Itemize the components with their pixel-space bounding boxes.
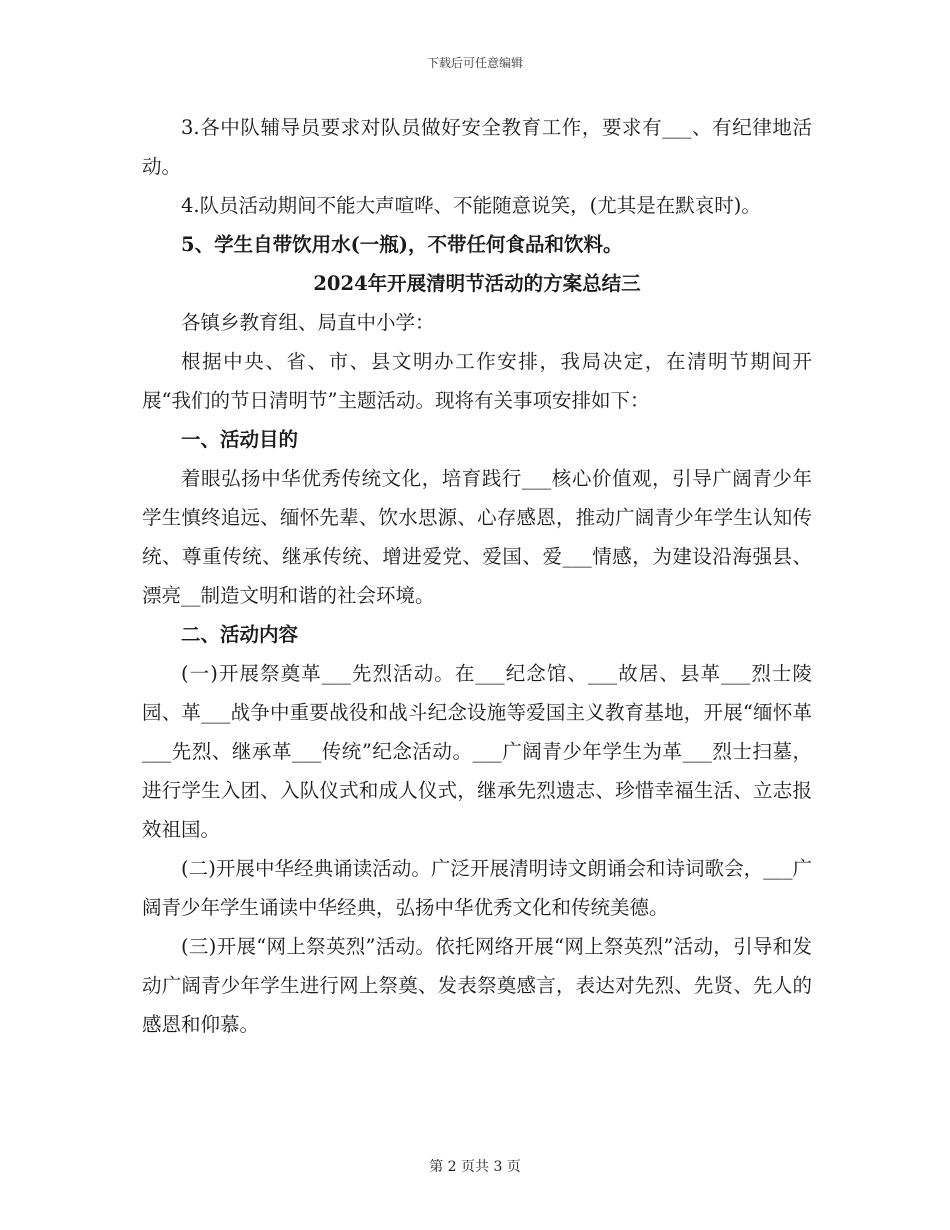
page-number: 第 2 页共 3 页 (429, 1159, 521, 1175)
purpose-paragraph: 着眼弘扬中华优秀传统文化，培育践行___核心价值观，引导广阔青少年学生慎终追远、缅怀先辈、饮水思源、心存感恩，推动广阔青少年学生认知传统、尊重传统、继承传统、增进爱党、爱国、爱___情感，为建设沿海强县、漂亮__制造文明和谐的社会环境。 (142, 467, 812, 607)
content-item-2: (二)开展中华经典诵读活动。广泛开展清明诗文朗诵会和诗词歌会，___广阔青少年学生诵读中华经典，弘扬中华优秀文化和传统美德。 (142, 857, 812, 919)
heading-purpose: 一、活动目的 (181, 428, 299, 451)
heading-content: 二、活动内容 (181, 623, 299, 646)
paragraph-item-3: 3.各中队辅导员要求对队员做好安全教育工作，要求有___、有纪律地活动。 (142, 116, 812, 178)
intro-paragraph: 根据中央、省、市、县文明办工作安排，我局决定，在清明节期间开展“我们的节日清明节”主题活动。现将有关事项安排如下： (142, 350, 812, 412)
content-item-1: (一)开展祭奠革___先烈活动。在___纪念馆、___故居、县革___烈士陵园、革___战争中重要战役和战斗纪念设施等爱国主义教育基地，开展“缅怀革___先烈、继承革___传统”纪念活动。___广阔青少年学生为革___烈士扫墓，进行学生入团、入队仪式和成人仪式，继承先烈遗志、珍惜幸福生活、立志报效祖国。 (142, 662, 812, 841)
paragraph-item-4: 4.队员活动期间不能大声喧哗、不能随意说笑，(尤其是在默哀时)。 (181, 194, 761, 217)
salutation: 各镇乡教育组、局直中小学： (181, 311, 435, 334)
section-title: 2024年开展清明节活动的方案总结三 (313, 272, 641, 295)
paragraph-item-5: 5、学生自带饮用水(一瓶)，不带任何食品和饮料。 (181, 233, 623, 256)
content-item-3: (三)开展“网上祭英烈”活动。依托网络开展“网上祭英烈”活动，引导和发动广阔青少年学生进行网上祭奠、发表祭奠感言，表达对先烈、先贤、先人的感恩和仰慕。 (142, 935, 812, 1036)
document-body (142, 108, 812, 1044)
header-note: 下载后可任意编辑 (426, 56, 523, 70)
